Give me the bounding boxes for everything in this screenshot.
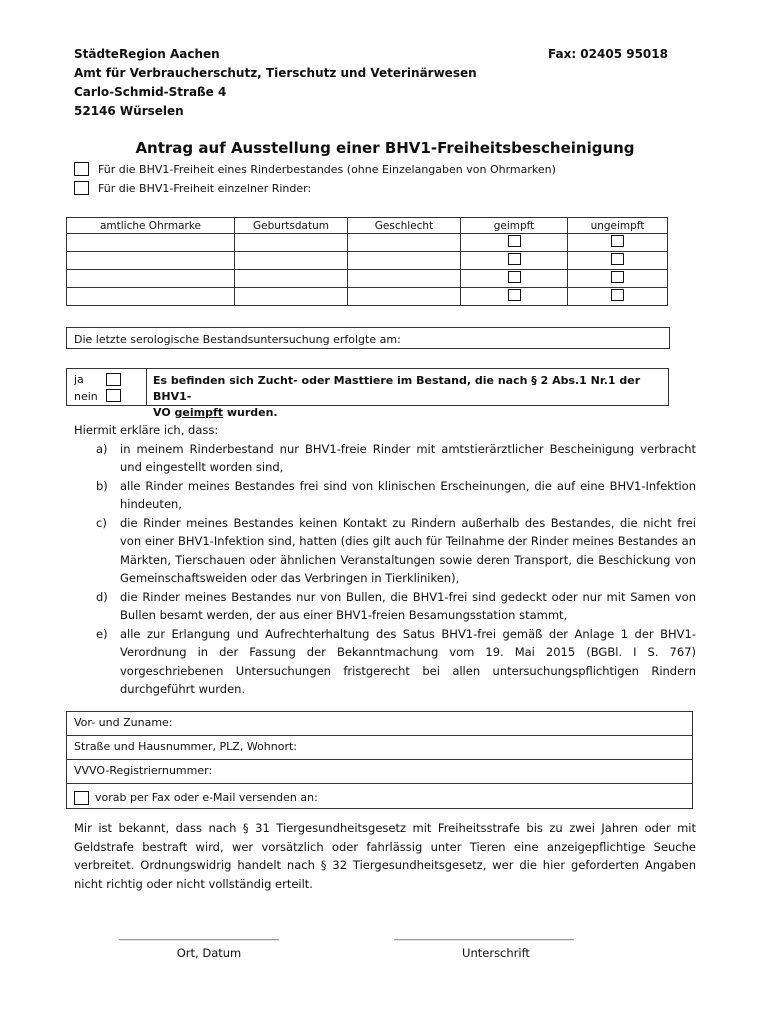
vaccinated-checkbox[interactable] [508,253,521,265]
signature-line[interactable]: ____________________________________ [394,930,574,941]
department-name: Amt für Verbraucherschutz, Tierschutz und Veterinärwesen [74,66,477,80]
fax-option-checkbox[interactable] [74,791,89,805]
sex-cell[interactable] [348,288,461,306]
vaccinated-checkbox[interactable] [508,289,521,301]
single-checkbox[interactable] [74,181,89,195]
statement-prefix: VO [153,406,175,419]
col-birth-date: Geburtsdatum [235,218,348,234]
unvaccinated-cell [568,252,668,270]
item-text: in meinem Rinderbestand nur BHV1-freie Rinder mit amtstierärztlicher Bescheinigung verbracht und eingestellt worden sind, [120,441,696,474]
sex-cell[interactable] [348,252,461,270]
col-sex: Geschlecht [348,218,461,234]
vaccinated-cell [461,252,568,270]
declaration-item [74,588,696,625]
item-text: die Rinder meines Bestandes nur von Bullen, die BHV1-frei sind gedeckt oder nur mit Samen von Bullen besamt werden, der aus einer BHV1-freien Besamungsstation stammt, [120,589,696,622]
birth-date-cell[interactable] [235,288,348,306]
vvvo-label: VVVO-Registriernummer: [74,764,213,777]
table-row [67,288,668,306]
col-vaccinated: geimpft [461,218,568,234]
ear-tag-cell[interactable] [67,270,235,288]
statement-line-1: Es befinden sich Zucht- oder Masttiere im Bestand, die nach § 2 Abs.1 Nr.1 der BHV1- [153,374,641,403]
unvaccinated-checkbox[interactable] [611,235,624,247]
sex-cell[interactable] [348,270,461,288]
cattle-table [66,217,668,306]
item-label: a) [96,441,108,456]
fax-number: Fax: 02405 95018 [548,47,668,61]
declaration-item [74,477,696,514]
table-row [67,252,668,270]
statement-vaccinated: geimpft [174,406,224,419]
authority-name: StädteRegion Aachen [74,47,220,61]
item-label: e) [96,626,108,641]
item-label: c) [96,515,107,530]
vaccinated-checkbox[interactable] [508,235,521,247]
birth-date-cell[interactable] [235,252,348,270]
vaccination-yes-label: ja [74,373,84,386]
table-row [67,234,668,252]
vaccination-box [66,368,669,419]
serology-label: Die letzte serologische Bestandsuntersuchung erfolgte am: [74,333,401,346]
vaccinated-checkbox[interactable] [508,271,521,283]
fax-option[interactable] [67,784,692,808]
item-label: d) [96,589,108,604]
birth-date-cell[interactable] [235,270,348,288]
vaccinated-cell [461,288,568,306]
unvaccinated-checkbox[interactable] [611,253,624,265]
declaration [74,421,696,699]
place-date-label: Ort, Datum [176,946,242,960]
signature-label: Unterschrift [462,946,530,960]
item-text: die Rinder meines Bestandes keinen Kontakt zu Rindern außerhalb des Bestandes, die nicht frei von einer BHV1-Infektion sind, hatten (dies gilt auch für Teilnahme der Rinder meines Bestandes an Märkten, Tierschauen oder ähnlichen Veranstaltungen sowie deren Transport, die Beschickung von Gemeinschaftsweiden oder das Verbringen in Tierkliniken), [120,515,696,585]
vaccinated-cell [461,234,568,252]
vaccinated-cell [461,270,568,288]
unvaccinated-cell [568,234,668,252]
postal-city: 52146 Würselen [74,104,184,118]
address-field[interactable] [67,736,692,760]
item-text: alle Rinder meines Bestandes frei sind von klinischen Erscheinungen, die auf eine BHV1-Infektion hindeuten, [120,478,696,511]
applicant-box [66,711,693,809]
vaccination-yes-checkbox[interactable] [106,373,121,386]
vaccination-statement [153,373,668,421]
declaration-item [74,440,696,477]
vvvo-field[interactable] [67,760,692,784]
declaration-item [74,625,696,699]
form-title: Antrag auf Ausstellung einer BHV1-Freiheitsbescheinigung [135,139,635,157]
declaration-item [74,514,696,588]
birth-date-cell[interactable] [235,234,348,252]
ear-tag-cell[interactable] [67,234,235,252]
sex-cell[interactable] [348,234,461,252]
vaccination-no-label: nein [74,390,98,403]
name-field[interactable] [67,712,692,736]
statement-line-2 [153,405,668,421]
address-label: Straße und Hausnummer, PLZ, Wohnort: [74,740,298,753]
legal-notice: Mir ist bekannt, dass nach § 31 Tiergesundheitsgesetz mit Freiheitsstrafe bis zu zwei Jahren oder mit Geldstrafe bestraft wird, wer vorsätzlich oder fahrlässig unter Tieren eine anzeigepflichtige Seuche verbreitet. Ordnungswidrig handelt nach § 32 Tiergesundheitsgesetz, wer die hier geforderten Angaben nicht richtig oder nicht vollständig erteilt. [74,821,696,891]
option-single[interactable] [74,180,311,196]
fax-option-label: vorab per Fax oder e-Mail versenden an: [95,791,318,804]
unvaccinated-checkbox[interactable] [611,289,624,301]
vaccination-no-checkbox[interactable] [106,389,121,402]
unvaccinated-cell [568,288,668,306]
authority-address [74,45,477,121]
unvaccinated-checkbox[interactable] [611,271,624,283]
item-label: b) [96,478,108,493]
col-unvaccinated: ungeimpft [568,218,668,234]
serology-field[interactable] [66,327,670,349]
table-header-row [67,218,668,234]
option-herd[interactable] [74,161,556,177]
ear-tag-cell[interactable] [67,252,235,270]
unvaccinated-cell [568,270,668,288]
herd-checkbox[interactable] [74,162,89,176]
place-date-line[interactable]: ________________________________ [119,930,279,941]
item-text: alle zur Erlangung und Aufrechterhaltung des Satus BHV1-frei gemäß der Anlage 1 der BHV1-Verordnung in der Fassung der Bekanntmachung vom 19. Mai 2015 (BGBl. I S. 767) vorgeschriebenen Untersuchungen fristgerecht bei allen untersuchungspflichtigen Rindern durchgeführt wurden. [120,626,696,696]
statement-suffix: wurden. [223,406,278,419]
divider [146,369,147,405]
street-address: Carlo-Schmid-Straße 4 [74,85,227,99]
option-single-label: Für die BHV1-Freiheit einzelner Rinder: [98,181,312,195]
declaration-intro: Hiermit erkläre ich, dass: [74,423,219,437]
option-herd-label: Für die BHV1-Freiheit eines Rinderbestandes (ohne Einzelangaben von Ohrmarken) [98,162,556,176]
name-label: Vor- und Zuname: [74,716,173,729]
table-row [67,270,668,288]
ear-tag-cell[interactable] [67,288,235,306]
col-ear-tag: amtliche Ohrmarke [67,218,235,234]
